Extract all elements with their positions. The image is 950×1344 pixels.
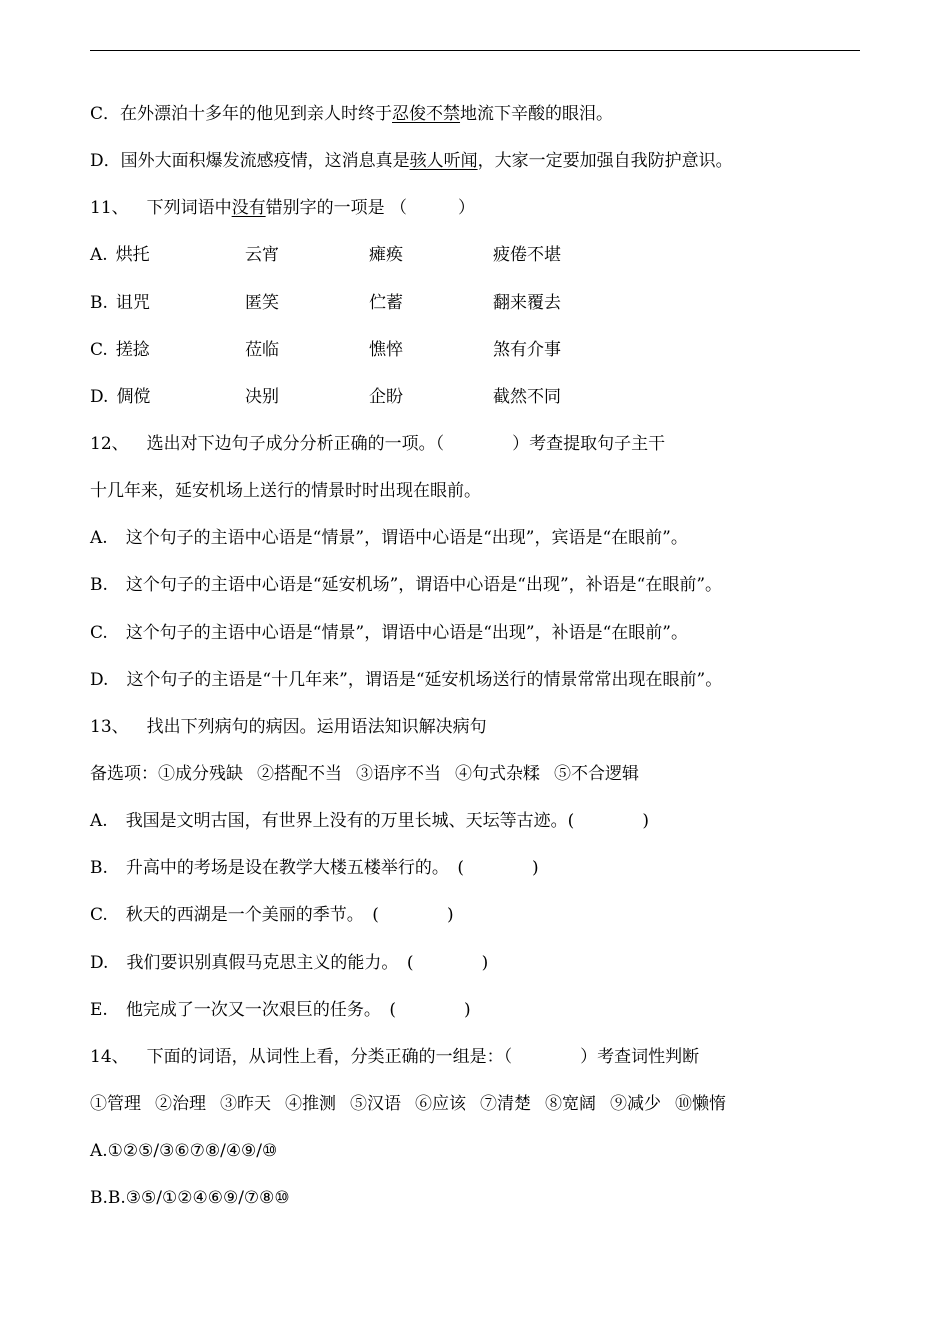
option-text: 我们要识别真假马克思主义的能力。 ( ): [126, 952, 489, 973]
stem-text: 下列词语中: [146, 198, 232, 219]
option-label: D.: [90, 669, 109, 690]
option-label: D.: [90, 952, 109, 973]
word-item: ⑩懒惰: [675, 1093, 726, 1114]
option-label: C.: [90, 339, 108, 360]
choices-label: 备选项：: [90, 763, 158, 784]
q13-choices: [90, 756, 870, 803]
header-rule: [90, 50, 860, 51]
q11-stem: [90, 190, 870, 237]
word: 企盼: [369, 386, 403, 407]
word-item: ③昨天: [220, 1093, 271, 1114]
option-label: B.: [90, 292, 108, 313]
word: 翻来覆去: [493, 292, 561, 313]
option-text: 秋天的西湖是一个美丽的季节。 ( ): [125, 905, 454, 926]
choice-item: ②搭配不当: [257, 763, 342, 784]
q13-option-e: [90, 992, 870, 1039]
word: 烘托: [115, 245, 150, 266]
word: 截然不同: [493, 386, 561, 407]
option-label: C.: [90, 622, 108, 643]
question-number: 12、: [90, 433, 129, 454]
question-number: 13、: [90, 716, 129, 737]
option-label: D.: [90, 386, 109, 407]
option-label: A.: [90, 528, 108, 549]
option-text: C．在外漂泊十多年的他见到亲人时终于: [90, 104, 393, 124]
q13-stem: [90, 709, 870, 756]
underlined-phrase: 骇人听闻: [409, 151, 478, 172]
choice-item: ⑤不合逻辑: [554, 763, 639, 784]
word: 伫蓄: [369, 292, 403, 313]
word: 倜傥: [116, 386, 151, 407]
question-number: 11、: [90, 198, 129, 219]
word-item: ⑤汉语: [350, 1093, 401, 1114]
choice-item: ④句式杂糅: [455, 763, 540, 784]
option-label: C.: [90, 905, 108, 926]
q11-option-b: [90, 285, 870, 332]
word: 匿笑: [245, 292, 279, 313]
q14-stem: [90, 1039, 870, 1086]
q12-sentence: 十几年来，延安机场上送行的情景时时出现在眼前。: [90, 481, 481, 502]
word: 煞有介事: [493, 339, 561, 360]
word-item: ⑦清楚: [480, 1093, 531, 1114]
option-text: 地流下辛酸的眼泪。: [460, 104, 614, 124]
option-label: E.: [90, 999, 108, 1020]
option-text: 他完成了一次又一次艰巨的任务。 ( ): [125, 999, 471, 1020]
word-item: ⑧宽阔: [545, 1093, 596, 1114]
word-item: ⑥应该: [415, 1093, 466, 1114]
question-number: 14、: [90, 1046, 129, 1067]
word: 决别: [245, 386, 279, 407]
q14-option-a: A.①②⑤/③⑥⑦⑧/④⑨/⑩: [90, 1141, 278, 1162]
word: 憔悴: [369, 339, 403, 360]
word-item: ②治理: [155, 1093, 206, 1114]
option-text: 我国是文明古国，有世界上没有的万里长城、天坛等古迹。( ): [125, 811, 649, 832]
q11-option-d: [90, 379, 870, 426]
underlined-phrase: 忍俊不禁: [392, 104, 461, 124]
word: 诅咒: [115, 292, 150, 313]
option-label: A.: [90, 811, 108, 832]
choice-item: ①成分残缺: [158, 763, 243, 784]
option-text: 这个句子的主语中心语是“情景”，谓语中心语是“出现”，宾语是“在眼前”。: [125, 528, 688, 549]
option-text: D．国外大面积爆发流感疫情，这消息真是: [90, 151, 410, 172]
choice-item: ③语序不当: [356, 763, 441, 784]
stem-text: 找出下列病句的病因。运用语法知识解决病句: [146, 716, 487, 737]
q12-option-c: [90, 615, 870, 662]
q14-words: [90, 1086, 870, 1133]
stem-text: 错别字的一项是 （ ）: [265, 198, 476, 219]
word: 云宵: [245, 245, 279, 266]
q11-option-a: [90, 237, 870, 284]
option-label: B.: [90, 858, 108, 879]
q10-option-c: [90, 96, 870, 143]
option-text: 这个句子的主语中心语是“情景”，谓语中心语是“出现”，补语是“在眼前”。: [125, 622, 688, 643]
q10-option-d: [90, 143, 870, 190]
q14-option-b: B.B.③⑤/①②④⑥⑨/⑦⑧⑩: [90, 1188, 290, 1209]
stem-text: 下面的词语，从词性上看，分类正确的一组是：（ ）考查词性判断: [146, 1046, 700, 1067]
q13-option-c: [90, 897, 870, 944]
word: 瘫痪: [369, 245, 403, 266]
option-text: 这个句子的主语是“十几年来”，谓语是“延安机场送行的情景常常出现在眼前”。: [126, 669, 723, 690]
stem-text: 选出对下边句子成分分析正确的一项。（ ）考查提取句子主干: [146, 433, 666, 454]
underlined-word: 没有: [231, 198, 266, 219]
q13-option-b: [90, 850, 870, 897]
word: 莅临: [245, 339, 279, 360]
option-label: A.: [90, 245, 108, 266]
option-text: 升高中的考场是设在教学大楼五楼举行的。 ( ): [125, 858, 539, 879]
option-text: ，大家一定要加强自我防护意识。: [477, 151, 733, 172]
word: 疲倦不堪: [493, 245, 561, 266]
option-text: 这个句子的主语中心语是“延安机场”，谓语中心语是“出现”，补语是“在眼前”。: [125, 575, 723, 596]
q12-option-d: [90, 662, 870, 709]
document-body: [90, 96, 870, 1227]
q12-option-b: [90, 567, 870, 614]
q12-stem: [90, 426, 870, 473]
option-label: B.: [90, 575, 108, 596]
q13-option-d: [90, 945, 870, 992]
word: 搓捻: [115, 339, 150, 360]
q13-option-a: [90, 803, 870, 850]
word-item: ⑨减少: [610, 1093, 661, 1114]
word-item: ①管理: [90, 1093, 141, 1114]
q11-option-c: [90, 332, 870, 379]
word-item: ④推测: [285, 1093, 336, 1114]
q12-option-a: [90, 520, 870, 567]
